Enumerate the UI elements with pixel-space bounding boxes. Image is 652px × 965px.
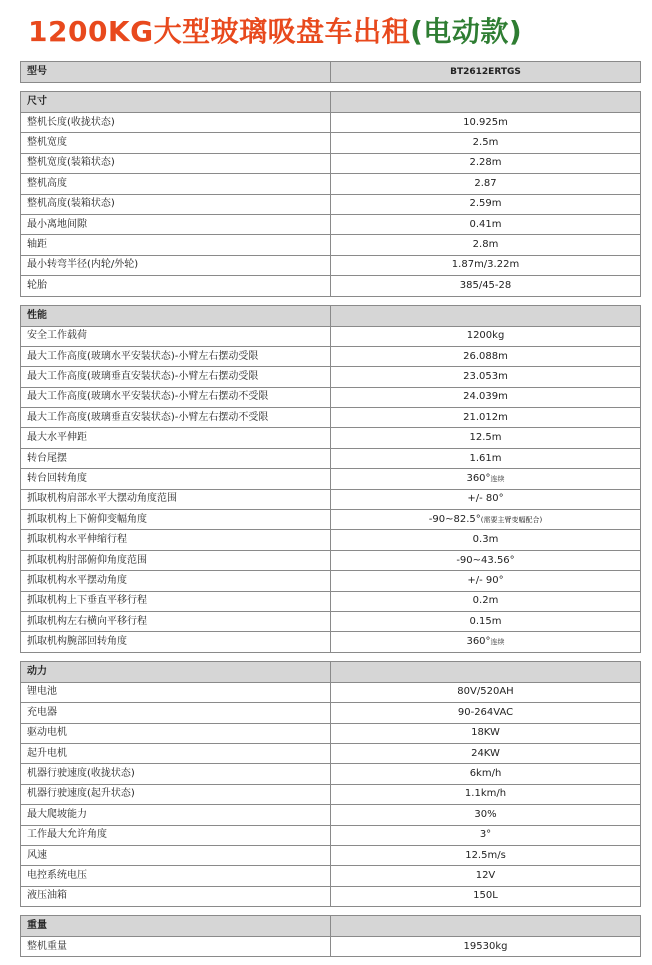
spec-value: 2.28m — [469, 157, 502, 169]
spec-value-cell — [331, 805, 641, 825]
spec-label: 抓取机构上下垂直平移行程 — [21, 591, 331, 611]
spec-note: 连续 — [490, 474, 505, 483]
spec-row — [21, 845, 641, 865]
model-row — [21, 62, 641, 83]
spec-row — [21, 469, 641, 489]
spec-row — [21, 611, 641, 631]
spec-value-cell — [331, 174, 641, 194]
section-header-blank — [331, 661, 641, 682]
spec-row — [21, 428, 641, 448]
spec-label: 最大工作高度(玻璃垂直安装状态)-小臂左右摆动不受限 — [21, 408, 331, 428]
spec-value: 2.87 — [474, 177, 497, 189]
spec-row — [21, 784, 641, 804]
spec-value-cell — [331, 530, 641, 550]
spec-value-cell — [331, 408, 641, 428]
spec-value-cell — [331, 571, 641, 591]
spec-row — [21, 825, 641, 845]
spec-row — [21, 743, 641, 763]
spec-label: 转台回转角度 — [21, 469, 331, 489]
spec-value: 30% — [474, 808, 497, 820]
section-header-row — [21, 661, 641, 682]
spec-label: 抓取机构腕部回转角度 — [21, 632, 331, 652]
spec-value: 360° — [466, 472, 491, 484]
spec-value: 385/45-28 — [459, 279, 512, 291]
spec-row — [21, 408, 641, 428]
spec-row — [21, 133, 641, 153]
spec-label: 最大爬坡能力 — [21, 805, 331, 825]
model-table — [20, 61, 641, 83]
model-label: 型号 — [21, 62, 331, 83]
spec-label: 最小转弯半径(内轮/外轮) — [21, 255, 331, 275]
spec-value-cell — [331, 448, 641, 468]
section-header: 动力 — [21, 661, 331, 682]
spec-value-cell — [331, 845, 641, 865]
spec-row — [21, 194, 641, 214]
spec-value: 10.925m — [463, 116, 508, 128]
spec-label: 整机长度(收拢状态) — [21, 113, 331, 133]
spec-label: 最大水平伸距 — [21, 428, 331, 448]
spec-label: 整机宽度(装箱状态) — [21, 153, 331, 173]
spec-label: 整机宽度 — [21, 133, 331, 153]
page-title — [28, 12, 522, 52]
spec-value-cell — [331, 784, 641, 804]
spec-row — [21, 153, 641, 173]
spec-label: 抓取机构肩部水平大摆动角度范围 — [21, 489, 331, 509]
spec-row — [21, 886, 641, 906]
spec-row — [21, 113, 641, 133]
spec-row — [21, 937, 641, 957]
title-subtitle: (电动款) — [410, 15, 523, 48]
spec-value-cell — [331, 743, 641, 763]
spec-value: 12.5m/s — [465, 849, 506, 861]
spec-label: 机器行驶速度(收拢状态) — [21, 764, 331, 784]
spec-row — [21, 632, 641, 652]
section-header-blank — [331, 92, 641, 113]
spec-value-cell — [331, 113, 641, 133]
spec-row — [21, 174, 641, 194]
spec-value-cell — [331, 886, 641, 906]
spec-label: 最大工作高度(玻璃垂直安装状态)-小臂左右摆动受限 — [21, 367, 331, 387]
spec-row — [21, 255, 641, 275]
spec-label: 风速 — [21, 845, 331, 865]
spec-value: 26.088m — [463, 350, 508, 362]
spec-value: 1.61m — [469, 452, 502, 464]
spec-row — [21, 387, 641, 407]
spec-label: 最大工作高度(玻璃水平安装状态)-小臂左右摆动受限 — [21, 346, 331, 366]
spec-label: 电控系统电压 — [21, 866, 331, 886]
spec-label: 轮胎 — [21, 276, 331, 296]
spec-label: 起升电机 — [21, 743, 331, 763]
spec-value-cell — [331, 326, 641, 346]
spec-value-cell — [331, 489, 641, 509]
section-dimensions — [20, 91, 641, 297]
spec-value: +/- 90° — [467, 574, 504, 586]
spec-value-cell — [331, 276, 641, 296]
spec-value: -90~43.56° — [456, 554, 515, 566]
spec-value-cell — [331, 469, 641, 489]
spec-value-cell — [331, 235, 641, 255]
spec-value: -90~82.5° — [428, 513, 481, 525]
spec-label: 整机高度 — [21, 174, 331, 194]
spec-label: 充电器 — [21, 703, 331, 723]
spec-value-cell — [331, 632, 641, 652]
spec-value: 0.41m — [469, 218, 502, 230]
spec-value: 1.87m/3.22m — [451, 259, 520, 271]
spec-note: 连续 — [490, 638, 505, 647]
spec-value-cell — [331, 703, 641, 723]
spec-row — [21, 326, 641, 346]
spec-value-cell — [331, 723, 641, 743]
spec-row — [21, 550, 641, 570]
section-power — [20, 661, 641, 907]
spec-label: 最大工作高度(玻璃水平安装状态)-小臂左右摆动不受限 — [21, 387, 331, 407]
spec-value: +/- 80° — [467, 493, 504, 505]
spec-value-cell — [331, 591, 641, 611]
spec-row — [21, 448, 641, 468]
spec-value: 19530kg — [463, 940, 508, 952]
spec-value: 0.2m — [472, 595, 499, 607]
spec-label: 抓取机构肘部俯仰角度范围 — [21, 550, 331, 570]
spec-label: 抓取机构上下俯仰变幅角度 — [21, 510, 331, 530]
spec-label: 整机重量 — [21, 937, 331, 957]
spec-value-cell — [331, 133, 641, 153]
spec-value: 90-264VAC — [457, 706, 514, 718]
section-header-blank — [331, 916, 641, 937]
spec-row — [21, 805, 641, 825]
spec-value-cell — [331, 682, 641, 702]
section-weight — [20, 915, 641, 957]
section-header: 性能 — [21, 305, 331, 326]
section-header: 重量 — [21, 916, 331, 937]
spec-row — [21, 510, 641, 530]
spec-row — [21, 235, 641, 255]
spec-value-cell — [331, 255, 641, 275]
spec-row — [21, 703, 641, 723]
spec-value: 150L — [473, 890, 498, 902]
spec-row — [21, 530, 641, 550]
spec-label: 抓取机构左右横向平移行程 — [21, 611, 331, 631]
spec-label: 锂电池 — [21, 682, 331, 702]
spec-value-cell — [331, 866, 641, 886]
spec-value: 2.8m — [472, 239, 499, 251]
spec-label: 轴距 — [21, 235, 331, 255]
spec-row — [21, 591, 641, 611]
spec-value-cell — [331, 611, 641, 631]
spec-row — [21, 866, 641, 886]
spec-value: 24KW — [471, 747, 500, 759]
spec-value: 21.012m — [463, 411, 508, 423]
spec-value: 360° — [466, 636, 491, 648]
spec-value-cell — [331, 764, 641, 784]
spec-value: 6km/h — [469, 768, 502, 780]
spec-row — [21, 723, 641, 743]
spec-row — [21, 367, 641, 387]
section-header: 尺寸 — [21, 92, 331, 113]
spec-value: 2.5m — [472, 137, 499, 149]
spec-value-cell — [331, 214, 641, 234]
spec-label: 转台尾摆 — [21, 448, 331, 468]
spec-value: 80V/520AH — [457, 686, 514, 698]
spec-row — [21, 764, 641, 784]
spec-sheet — [20, 61, 640, 965]
spec-row — [21, 682, 641, 702]
spec-note: (需要主臂变幅配合) — [480, 515, 543, 524]
spec-label: 抓取机构水平伸缩行程 — [21, 530, 331, 550]
spec-value: 0.3m — [472, 534, 499, 546]
spec-row — [21, 489, 641, 509]
spec-value: 1.1km/h — [464, 788, 507, 800]
spec-label: 抓取机构水平摆动角度 — [21, 571, 331, 591]
spec-label: 最小离地间隙 — [21, 214, 331, 234]
spec-value: 24.039m — [463, 391, 508, 403]
spec-label: 安全工作载荷 — [21, 326, 331, 346]
spec-value-cell — [331, 825, 641, 845]
spec-value-cell — [331, 510, 641, 530]
section-header-blank — [331, 305, 641, 326]
spec-value-cell — [331, 387, 641, 407]
spec-value-cell — [331, 346, 641, 366]
title-main: 1200KG大型玻璃吸盘车出租 — [28, 15, 411, 48]
spec-label: 液压油箱 — [21, 886, 331, 906]
spec-row — [21, 276, 641, 296]
spec-value: 12V — [475, 869, 496, 881]
spec-row — [21, 346, 641, 366]
spec-label: 工作最大允许角度 — [21, 825, 331, 845]
spec-label: 机器行驶速度(起升状态) — [21, 784, 331, 804]
spec-value-cell — [331, 367, 641, 387]
spec-value-cell — [331, 550, 641, 570]
spec-value-cell — [331, 428, 641, 448]
spec-value-cell — [331, 937, 641, 957]
spec-value: 1200kg — [466, 330, 505, 342]
section-header-row — [21, 305, 641, 326]
spec-value: 12.5m — [469, 432, 502, 444]
spec-value: 0.15m — [469, 615, 502, 627]
spec-value: 2.59m — [469, 198, 502, 210]
model-value: BT2612ERTGS — [331, 62, 641, 83]
section-performance — [20, 305, 641, 653]
spec-row — [21, 214, 641, 234]
section-header-row — [21, 916, 641, 937]
spec-value-cell — [331, 194, 641, 214]
spec-row — [21, 571, 641, 591]
spec-value: 23.053m — [463, 370, 508, 382]
spec-value: 3° — [479, 829, 492, 841]
spec-label: 整机高度(装箱状态) — [21, 194, 331, 214]
spec-value: 18KW — [471, 727, 500, 739]
spec-value-cell — [331, 153, 641, 173]
section-header-row — [21, 92, 641, 113]
spec-label: 驱动电机 — [21, 723, 331, 743]
